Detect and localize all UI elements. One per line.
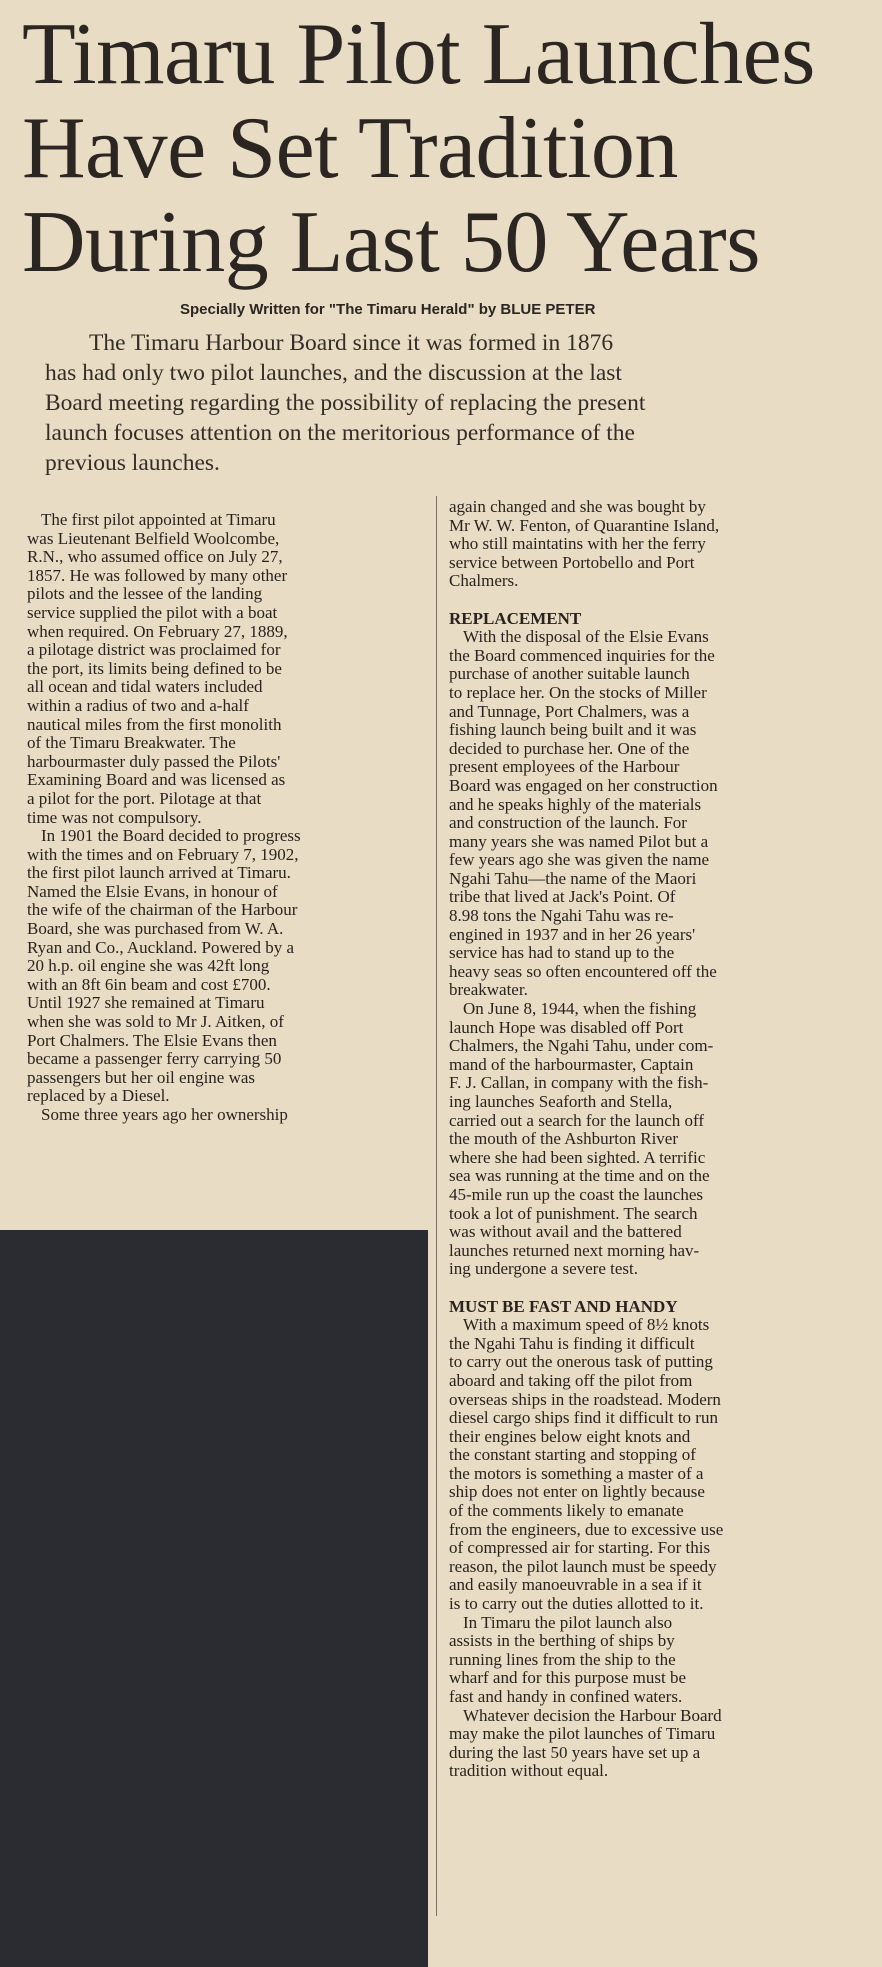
body-line: aboard and taking off the pilot from <box>449 1370 693 1390</box>
body-line: Chalmers. <box>449 571 519 591</box>
body-line: was Lieutenant Belfield Woolcombe, <box>27 528 280 548</box>
body-line: with the times and on February 7, 1902, <box>27 844 299 864</box>
body-line: of the comments likely to emanate <box>449 1501 684 1521</box>
body-line: a pilot for the port. Pilotage at that <box>27 788 262 808</box>
headline-line: Have Set Tradition <box>22 100 678 197</box>
body-line: Port Chalmers. The Elsie Evans then <box>27 1030 277 1050</box>
body-line: their engines below eight knots and <box>449 1426 691 1446</box>
body-line: launches returned next morning hav- <box>449 1240 700 1260</box>
intro-line: launch focuses attention on the meritorious performance of the <box>45 420 635 446</box>
body-line: Board, she was purchased from W. A. <box>27 919 284 939</box>
body-line: is to carry out the duties allotted to it. <box>449 1594 704 1614</box>
body-line: during the last 50 years have set up a <box>449 1742 701 1762</box>
body-line: to replace her. On the stocks of Miller <box>449 682 707 702</box>
byline <box>180 301 820 318</box>
body-line: became a passenger ferry carrying 50 <box>27 1049 282 1069</box>
body-line: the mouth of the Ashburton River <box>449 1129 679 1149</box>
intro-line: has had only two pilot launches, and the discussion at the last <box>45 360 622 386</box>
body-line: the Ngahi Tahu is finding it difficult <box>449 1333 695 1353</box>
body-line: F. J. Callan, in company with the fish- <box>449 1073 709 1093</box>
body-line: replaced by a Diesel. <box>27 1086 170 1106</box>
body-line: engined in 1937 and in her 26 years' <box>449 924 696 944</box>
body-line: On June 8, 1944, when the fishing <box>463 999 697 1019</box>
body-line: again changed and she was bought by <box>449 497 706 516</box>
body-line: Ryan and Co., Auckland. Powered by a <box>27 937 295 957</box>
body-line <box>449 1279 879 1298</box>
body-line: present employees of the Harbour <box>449 757 680 777</box>
body-line: 8.98 tons the Ngahi Tahu was re- <box>449 906 674 926</box>
headline <box>22 8 872 290</box>
byline-prefix: Specially Written for "The Timaru Herald" by <box>180 301 497 318</box>
body-line: 1857. He was followed by many other <box>27 565 288 585</box>
body-line: ship does not enter on lightly because <box>449 1482 705 1502</box>
body-line: breakwater. <box>449 980 528 1000</box>
body-line: few years ago she was given the name <box>449 850 710 870</box>
body-line: the Board commenced inquiries for the <box>449 645 715 665</box>
body-line: 20 h.p. oil engine she was 42ft long <box>27 956 270 976</box>
body-line: service supplied the pilot with a boat <box>27 602 278 622</box>
body-line: launch Hope was disabled off Port <box>449 1017 684 1037</box>
body-line: heavy seas so often encountered off the <box>449 961 717 981</box>
body-line: the constant starting and stopping of <box>449 1445 696 1465</box>
body-line: with an 8ft 6in beam and cost £700. <box>27 974 271 994</box>
body-line: In Timaru the pilot launch also <box>463 1612 673 1632</box>
body-line: when she was sold to Mr J. Aitken, of <box>27 1012 284 1032</box>
body-line: was without avail and the battered <box>449 1222 682 1242</box>
body-line: tribe that lived at Jack's Point. Of <box>449 887 676 907</box>
body-line: many years she was named Pilot but a <box>449 831 709 851</box>
body-line: may make the pilot launches of Timaru <box>449 1724 716 1744</box>
body-line: Chalmers, the Ngahi Tahu, under com- <box>449 1036 714 1056</box>
body-line: fast and handy in confined waters. <box>449 1687 683 1706</box>
body-line: Named the Elsie Evans, in honour of <box>27 881 278 901</box>
body-line: assists in the berthing of ships by <box>449 1631 675 1651</box>
column-divider <box>436 496 437 1916</box>
body-line: a pilotage district was proclaimed for <box>27 640 281 660</box>
body-line: sea was running at the time and on the <box>449 1166 710 1186</box>
body-line: all ocean and tidal waters included <box>27 677 263 697</box>
subhead-replacement: REPLACEMENT <box>449 608 582 628</box>
body-line: Mr W. W. Fenton, of Quarantine Island, <box>449 515 720 535</box>
body-line: the motors is something a master of a <box>449 1463 704 1483</box>
body-line: overseas ships in the roadstead. Modern <box>449 1389 721 1409</box>
body-line: service between Portobello and Port <box>449 552 695 572</box>
body-line: Until 1927 she remained at Timaru <box>27 993 265 1013</box>
body-line: service has had to stand up to the <box>449 943 675 963</box>
body-line: Board was engaged on her construction <box>449 775 718 795</box>
body-line: within a radius of two and a-half <box>27 695 249 715</box>
body-line: of compressed air for starting. For this <box>449 1538 711 1558</box>
headline-line: During Last 50 Years <box>22 194 760 291</box>
body-line: ing launches Seaforth and Stella, <box>449 1092 673 1111</box>
body-line: Whatever decision the Harbour Board <box>463 1705 722 1725</box>
body-line: time was not compulsory. <box>27 807 202 827</box>
body-line: reason, the pilot launch must be speedy <box>449 1556 717 1576</box>
body-line: 45-mile run up the coast the launches <box>449 1184 703 1204</box>
body-line: tradition without equal. <box>449 1761 609 1781</box>
body-line: the first pilot launch arrived at Timaru. <box>27 863 291 883</box>
headline-line: Timaru Pilot Launches <box>22 6 815 103</box>
body-line: took a lot of punishment. The search <box>449 1203 698 1223</box>
intro-line: previous launches. <box>45 450 220 476</box>
body-line: the port, its limits being defined to be <box>27 658 282 678</box>
subhead-fast-and-handy: MUST BE FAST AND HANDY <box>449 1296 678 1316</box>
body-line: running lines from the ship to the <box>449 1649 676 1669</box>
body-line: Ngahi Tahu—the name of the Maori <box>449 868 697 888</box>
body-line <box>449 591 879 610</box>
body-line: where she had been sighted. A terrific <box>449 1147 706 1167</box>
intro-line: The Timaru Harbour Board since it was formed in 1876 <box>89 330 614 356</box>
body-line: purchase of another suitable launch <box>449 664 690 684</box>
body-line: Examining Board and was licensed as <box>27 770 286 790</box>
body-line: R.N., who assumed office on July 27, <box>27 547 283 567</box>
body-line: fishing launch being built and it was <box>449 720 697 740</box>
body-line: With the disposal of the Elsie Evans <box>463 627 709 647</box>
body-line: decided to purchase her. One of the <box>449 738 690 758</box>
body-line: With a maximum speed of 8½ knots <box>463 1315 710 1335</box>
body-line: to carry out the onerous task of putting <box>449 1352 713 1372</box>
left-column <box>27 511 432 1125</box>
body-line: from the engineers, due to excessive use <box>449 1519 724 1539</box>
body-line: wharf and for this purpose must be <box>449 1668 687 1688</box>
body-line: of the Timaru Breakwater. The <box>27 733 236 753</box>
body-line: diesel cargo ships find it difficult to run <box>449 1408 718 1428</box>
byline-author: BLUE PETER <box>500 301 596 318</box>
body-line: harbourmaster duly passed the Pilots' <box>27 751 281 771</box>
body-line: In 1901 the Board decided to progress <box>41 826 301 846</box>
right-column <box>449 498 879 1781</box>
body-line: ing undergone a severe test. <box>449 1259 638 1279</box>
body-line: when required. On February 27, 1889, <box>27 621 288 641</box>
body-line: mand of the harbourmaster, Captain <box>449 1054 694 1074</box>
body-line: who still maintatins with her the ferry <box>449 534 706 554</box>
body-line: nautical miles from the first monolith <box>27 714 282 734</box>
body-line: Some three years ago her ownership <box>41 1105 288 1124</box>
body-line: The first pilot appointed at Timaru <box>41 510 276 529</box>
body-line: pilots and the lessee of the landing <box>27 584 263 604</box>
intro-line: Board meeting regarding the possibility of replacing the present <box>45 390 646 416</box>
body-line: and construction of the launch. For <box>449 813 687 833</box>
body-line: and he speaks highly of the materials <box>449 794 702 814</box>
intro-paragraph <box>45 328 845 478</box>
body-line: and easily manoeuvrable in a sea if it <box>449 1575 702 1595</box>
body-line: carried out a search for the launch off <box>449 1110 705 1130</box>
body-line: passengers but her oil engine was <box>27 1067 256 1087</box>
body-line: and Tunnage, Port Chalmers, was a <box>449 701 690 721</box>
body-line: the wife of the chairman of the Harbour <box>27 900 298 920</box>
